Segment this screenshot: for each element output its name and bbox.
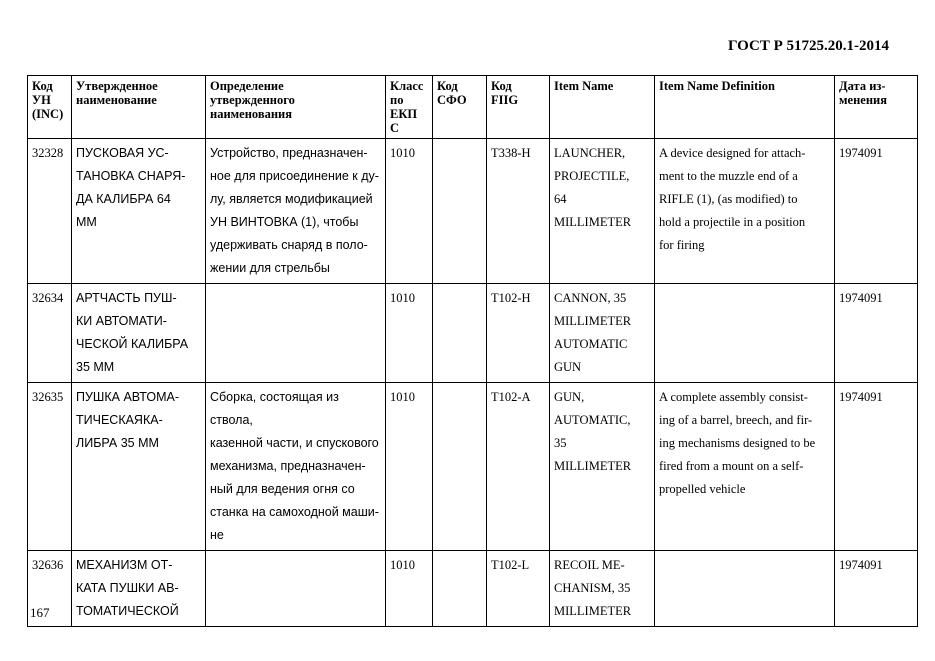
table-row [28,383,918,551]
col-header-inc: Код УН (INC) [28,76,72,139]
cell-approved-name: ПУШКА АВТОМА- ТИЧЕСКАЯКА- ЛИБРА 35 ММ [72,383,206,551]
nomenclature-table [27,75,918,627]
cell-item-name: RECOIL ME- CHANISM, 35 MILLIMETER [550,551,655,627]
table-row [28,139,918,284]
cell-name-definition [206,551,386,627]
cell-item-name: LAUNCHER, PROJECTILE, 64 MILLIMETER [550,139,655,284]
cell-change-date: 1974091 [835,139,918,284]
cell-inc: 32636 [28,551,72,627]
col-header-approved-name: Утвержденное наименование [72,76,206,139]
col-header-name-definition: Определение утвержденного наименования [206,76,386,139]
cell-name-definition [206,284,386,383]
cell-fiig-code: T102-H [487,284,550,383]
cell-class: 1010 [386,551,433,627]
cell-item-name-definition [655,284,835,383]
cell-inc: 32328 [28,139,72,284]
cell-change-date: 1974091 [835,284,918,383]
col-header-sfo-code: Код СФО [433,76,487,139]
cell-item-name-definition: A complete assembly consist- ing of a barrel, breech, and fir- ing mechanisms designed to be fired from a mount on a self- propelled vehicle [655,383,835,551]
cell-item-name: GUN, AUTOMATIC, 35 MILLIMETER [550,383,655,551]
cell-class: 1010 [386,284,433,383]
cell-fiig-code: T338-H [487,139,550,284]
table-header-row [28,76,918,139]
cell-approved-name: АРТЧАСТЬ ПУШ- КИ АВТОМАТИ- ЧЕСКОЙ КАЛИБРА 35 ММ [72,284,206,383]
col-header-item-name: Item Name [550,76,655,139]
cell-change-date: 1974091 [835,383,918,551]
cell-item-name: CANNON, 35 MILLIMETER AUTOMATIC GUN [550,284,655,383]
cell-sfo-code [433,551,487,627]
table-row [28,284,918,383]
col-header-change-date: Дата из- менения [835,76,918,139]
cell-fiig-code: T102-A [487,383,550,551]
cell-class: 1010 [386,139,433,284]
cell-sfo-code [433,284,487,383]
col-header-fiig-code: Код FIIG [487,76,550,139]
col-header-item-name-definition: Item Name Definition [655,76,835,139]
cell-class: 1010 [386,383,433,551]
table-row [28,551,918,627]
cell-inc: 32635 [28,383,72,551]
page-number: 167 [30,605,50,620]
cell-inc: 32634 [28,284,72,383]
cell-sfo-code [433,383,487,551]
cell-sfo-code [433,139,487,284]
cell-approved-name: ПУСКОВАЯ УС- ТАНОВКА СНАРЯ- ДА КАЛИБРА 64 ММ [72,139,206,284]
document-standard-code: ГОСТ Р 51725.20.1-2014 [727,38,889,54]
cell-item-name-definition [655,551,835,627]
cell-name-definition: Устройство, предназначен- ное для присоединение к ду- лу, является модификацией УН ВИНТОВКА (1), чтобы удерживать снаряд в поло- жении для стрельбы [206,139,386,284]
cell-name-definition: Сборка, состоящая из ствола, казенной части, и спускового механизма, предназначен- ный для ведения огня со станка на самоходной маши- не [206,383,386,551]
cell-item-name-definition: A device designed for attach- ment to the muzzle end of a RIFLE (1), (as modified) to hold a projectile in a position for firing [655,139,835,284]
cell-fiig-code: T102-L [487,551,550,627]
col-header-class: Класс по ЕКП С [386,76,433,139]
cell-approved-name: МЕХАНИЗМ ОТ- КАТА ПУШКИ АВ- ТОМАТИЧЕСКОЙ [72,551,206,627]
cell-change-date: 1974091 [835,551,918,627]
